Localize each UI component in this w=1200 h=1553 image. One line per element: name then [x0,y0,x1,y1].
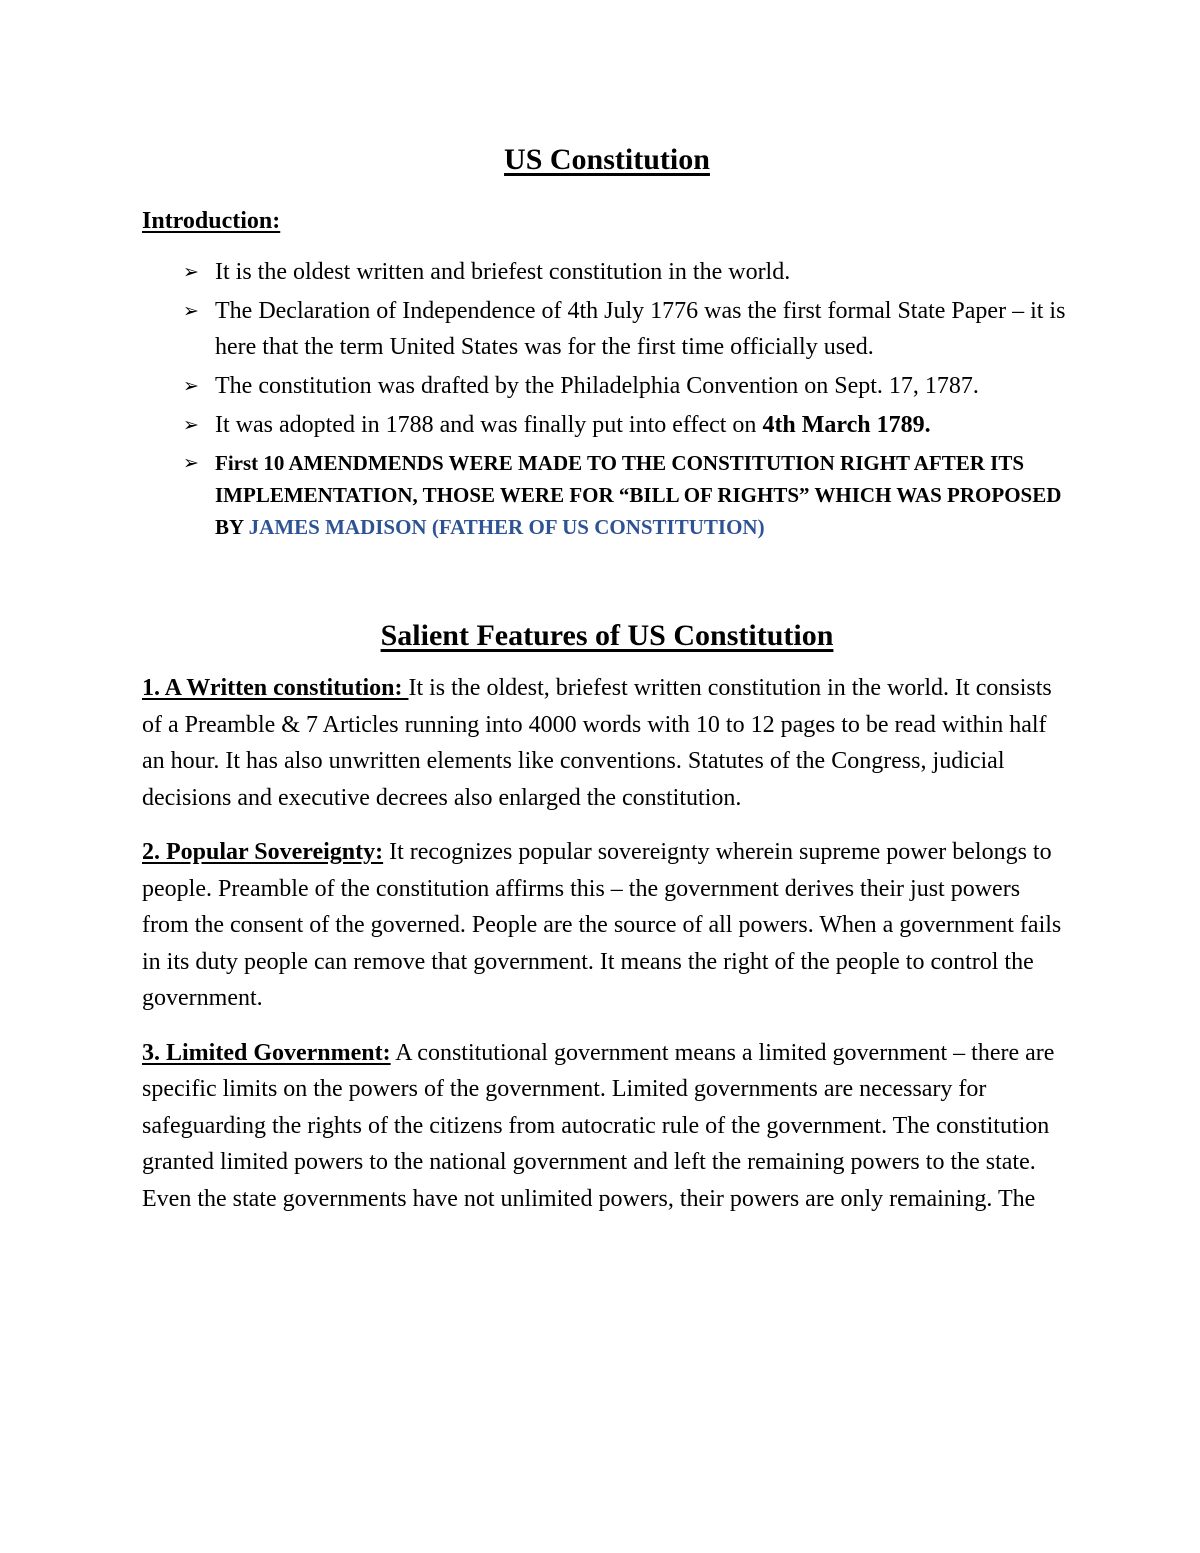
arrow-bullet-icon: ➢ [183,414,199,436]
feature-paragraph-written-constitution [142,670,1072,816]
bullet-item [142,407,1072,443]
bullet-text: The constitution was drafted by the Philadelphia Convention on Sept. 17, 1787. [215,373,979,399]
feature-paragraph-limited-government [142,1035,1072,1218]
james-madison-highlight: JAMES MADISON (FATHER OF US CONSTITUTION) [248,515,765,539]
introduction-heading: Introduction: [142,208,281,234]
bullet-item [142,368,1072,404]
bullet-item [142,293,1072,365]
bullet-text: The Declaration of Independence of 4th July 1776 was the first formal State Paper – it is here that the term United States was for the first time officially used. [215,298,1066,360]
arrow-bullet-icon: ➢ [183,261,199,283]
feature-label: 1. A Written constitution: [142,675,409,701]
feature-text: It is the oldest, briefest written constitution in the world. It consists of a Preamble & 7 Articles running into 4000 words with 10 to 12 pages to be read within half an hour. It has also unwritten elements like conventions. Statutes of the Congress, judicial decisions and executive decrees also enlarged the constitution. [142,675,1052,811]
bullet-bold-date: 4th March 1789. [762,412,931,438]
bullet-item [142,254,1072,290]
feature-text: A constitutional government means a limited government – there are specific limits on the powers of the government. Limited governments are necessary for safeguarding the rights of the citizens from autocratic rule of the government. The constitution granted limited powers to the national government and left the remaining powers to the state. Even the state governments have not unlimited powers, their powers are only remaining. The [142,1039,1055,1212]
bullet-text: It is the oldest written and briefest constitution in the world. [215,259,791,285]
bullet-item-amendments [142,447,1072,543]
bullet-text: It was adopted in 1788 and was finally put into effect on [215,412,763,438]
arrow-bullet-icon: ➢ [183,300,199,322]
arrow-bullet-icon: ➢ [183,452,199,474]
feature-label: 3. Limited Government: [142,1039,391,1066]
feature-paragraph-popular-sovereignty [142,834,1072,1017]
introduction-bullet-list [142,254,1072,543]
salient-features-heading: Salient Features of US Constitution [380,619,834,652]
document-title: US Constitution [504,143,710,176]
feature-text: It recognizes popular sovereignty wherein supreme power belongs to people. Preamble of the constitution affirms this – the government derives their just powers from the consent of the governed. People are the source of all powers. When a government fails in its duty people can remove that government. It means the right of the people to control the government. [142,839,1062,1011]
bullet-text: First 10 AMENDMENDS WERE MADE TO THE CONSTITUTION RIGHT AFTER ITS IMPLEMENTATION, THOSE WERE FOR “BILL OF RIGHTS” WHICH WAS PROPOSED BY [215,451,1062,539]
arrow-bullet-icon: ➢ [183,375,199,397]
feature-label: 2. Popular Sovereignty: [142,839,384,865]
document-page [142,140,1072,1217]
